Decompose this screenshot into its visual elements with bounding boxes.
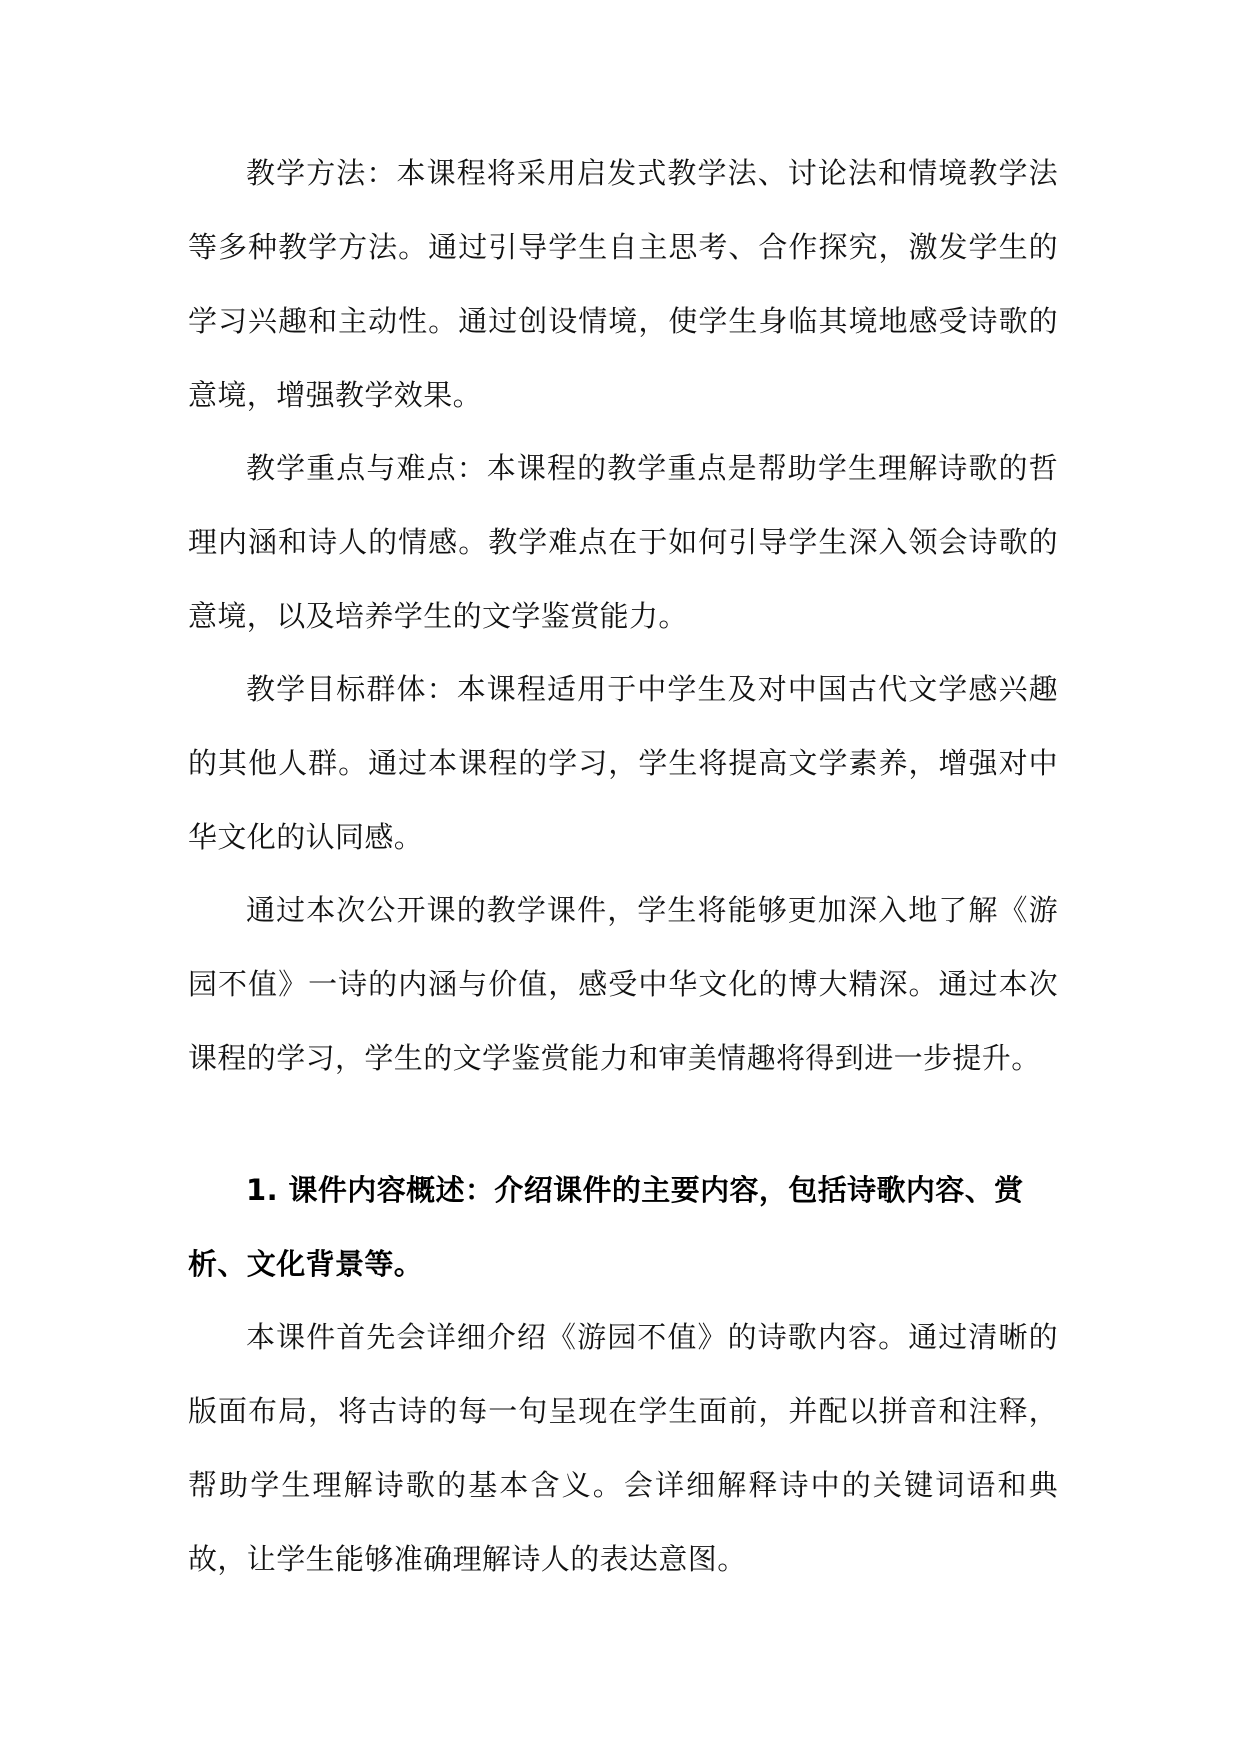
section-heading <box>188 1153 1068 1301</box>
section-number: 1. <box>246 1173 278 1207</box>
paragraph-section-body: 本课件首先会详细介绍《游园不值》的诗歌内容。通过清晰的版面布局，将古诗的每一句呈现在学生面前，并配以拼音和注释，帮助学生理解诗歌的基本含义。会详细解释诗中的关键词语和典故，让学生能够准确理解诗人的表达意图。 <box>188 1320 1058 1576</box>
paragraph-summary: 通过本次公开课的教学课件，学生将能够更加深入地了解《游园不值》一诗的内涵与价值，感受中华文化的博大精深。通过本次课程的学习，学生的文学鉴赏能力和审美情趣将得到进一步提升。 <box>188 893 1058 1075</box>
paragraph-target-audience: 教学目标群体：本课程适用于中学生及对中国古代文学感兴趣的其他人群。通过本课程的学习，学生将提高文学素养，增强对中华文化的认同感。 <box>188 672 1058 854</box>
paragraph-teaching-focus: 教学重点与难点：本课程的教学重点是帮助学生理解诗歌的哲理内涵和诗人的情感。教学难点在于如何引导学生深入领会诗歌的意境，以及培养学生的文学鉴赏能力。 <box>188 451 1058 633</box>
paragraph-teaching-methods: 教学方法：本课程将采用启发式教学法、讨论法和情境教学法等多种教学方法。通过引导学生自主思考、合作探究，激发学生的学习兴趣和主动性。通过创设情境，使学生身临其境地感受诗歌的意境，增强教学效果。 <box>188 156 1058 412</box>
section-heading-text: 课件内容概述：介绍课件的主要内容，包括诗歌内容、赏析、文化背景等。 <box>188 1173 1024 1281</box>
